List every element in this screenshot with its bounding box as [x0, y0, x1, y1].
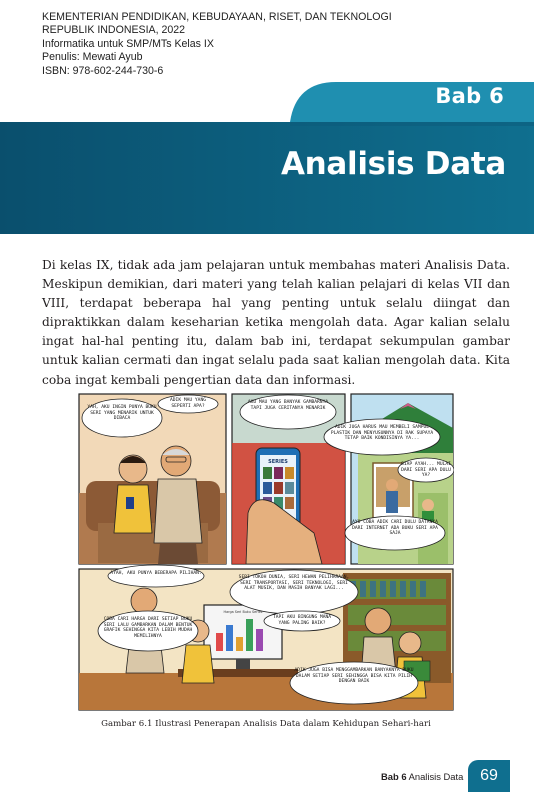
speech-bubble-3: AKU MAU YANG BANYAK GAMBARNYA TAPI JUGA CERITANYA MENARIK: [247, 400, 329, 411]
chapter-title: Analisis Data: [280, 146, 506, 182]
speech-bubble-10: COBA CARI HARGA DARI SETIAP BUKU SERI LALU GAMBARKAN DALAM BENTUK GRAFIK SEHINGGA KITA LEBIH MUDAH MEMILIHNYA: [103, 617, 193, 639]
footer-chapter-label: [381, 771, 463, 782]
speech-bubble-9: TAPI AKU BINGUNG MANA YANG PALING BAIK?: [272, 615, 332, 626]
speech-bubble-11: ADIK JUGA BISA MENGGAMBARKAN BANYAKNYA BUKU DALAM SETIAP SERI SEHINGGA BISA KITA PILIH DENGAN BAIK: [294, 668, 414, 685]
monitor-chart-label: Harga Seri Buku Series: [223, 610, 263, 614]
footer-chapter-title: Analisis Data: [408, 771, 464, 782]
figure-caption: Gambar 6.1 Ilustrasi Penerapan Analisis Data dalam Kehidupan Sehari-hari: [101, 719, 431, 729]
speech-bubble-4: ADIK JUGA HARUS MAU MEMBELI SAMPUL PLASTIK DAN MENYUSUNNYA DI RAK SUPAYA TETAP BAIK KONDISINYA YA...: [330, 425, 434, 442]
publisher-line: KEMENTERIAN PENDIDIKAN, KEBUDAYAAN, RISET, DAN TEKNOLOGI: [42, 11, 392, 23]
phone-series-label: SERIES: [268, 459, 288, 465]
publisher-country-line: REPUBLIK INDONESIA, 2022: [42, 24, 186, 37]
page-number: 69: [468, 760, 510, 792]
speech-bubble-8: SERI TOKOH DUNIA, SERI HEWAN PELIHARAAN, SERI TRANSPORTASI, SERI TEKNOLOGI, SERI ALAT MUSIK, DAN MASIH BANYAK LAGI...: [238, 575, 350, 592]
speech-bubble-7: AYAH, AKU PUNYA BEBERAPA PILIHAN:: [110, 571, 202, 576]
speech-bubble-1: YAH, AKU INGIN PUNYA BUKU SERI YANG MENARIK UNTUK DIBACA: [87, 405, 157, 422]
comic-illustration: [78, 393, 454, 711]
speech-bubble-6: AYO COBA ADIK CARI DULU DATANYA DARI INTERNET ADA BUKU SERI APA SAJA: [352, 520, 438, 537]
author-line: Penulis: Mewati Ayub: [42, 51, 143, 64]
speech-bubble-5: SIAP AYAH... MULAI DARI SERI APA DULU YA?: [401, 462, 451, 479]
intro-paragraph: Di kelas IX, tidak ada jam pelajaran untuk membahas materi Analisis Data. Meskipun demikian, dari materi yang telah kalian pelajari di kelas VII dan VIII, terdapat beberapa hal yang penting untuk selalu diingat dan dipraktikkan dalam keseharian ketika mengolah data. Agar kalian selalu ingat hal-hal penting itu, dalam bab ini, terdapat sekumpulan gambar untuk kalian cermati dan ingat selalu pada saat kalian mengolah data. Kita coba ingat kembali pengertian data dan informasi.: [42, 258, 510, 387]
book-metadata: [42, 11, 392, 78]
book-title-line: Informatika untuk SMP/MTs Kelas IX: [42, 37, 214, 50]
isbn-line: ISBN: 978-602-244-730-6: [42, 64, 164, 77]
chapter-number: Bab 6: [435, 84, 504, 108]
footer-chapter-number: Bab 6: [381, 771, 407, 782]
speech-bubble-2: ADIK MAU YANG SEPERTI APA?: [170, 398, 206, 409]
